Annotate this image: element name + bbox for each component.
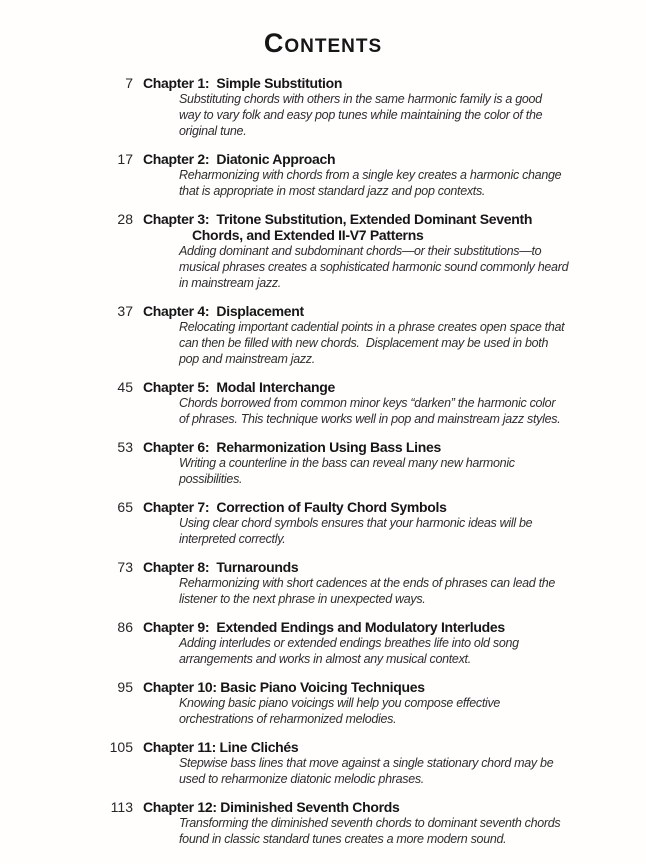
toc-entry-body <box>143 799 560 847</box>
chapter-description-line: original tune. <box>179 124 247 138</box>
chapter-description-line: orchestrations of reharmonized melodies. <box>179 712 397 726</box>
toc-entry-chapter-8 <box>85 559 646 607</box>
toc-entry-chapter-7 <box>85 499 646 547</box>
chapter-description-line: musical phrases creates a sophisticated harmonic sound commonly heard <box>179 260 569 274</box>
chapter-description <box>179 515 532 547</box>
chapter-title: Chapter 7: Correction of Faulty Chord Symbols <box>143 499 447 515</box>
chapter-title: Chapter 9: Extended Endings and Modulatory Interludes <box>143 619 505 635</box>
chapter-description <box>179 755 553 787</box>
chapter-page-number: 53 <box>117 439 133 455</box>
chapter-page-number: 73 <box>117 559 133 575</box>
chapter-description-line: Transforming the diminished seventh chords to dominant seventh chords <box>179 816 561 830</box>
chapter-description-line: that is appropriate in most standard jazz and pop contexts. <box>179 184 486 198</box>
chapter-description-line: Writing a counterline in the bass can reveal many new harmonic <box>179 456 515 470</box>
toc-entry-chapter-11 <box>85 739 646 787</box>
toc-entry-body <box>143 679 500 727</box>
chapter-description <box>179 395 560 427</box>
toc-entry-chapter-9 <box>85 619 646 667</box>
toc-entry-chapter-6 <box>85 439 646 487</box>
chapter-description-line: Adding dominant and subdominant chords—or their substitutions—to <box>179 244 542 258</box>
chapter-description-line: found in classic standard tunes creates a more modern sound. <box>179 832 507 846</box>
chapter-description <box>179 695 500 727</box>
chapter-description-line: arrangements and works in almost any musical context. <box>179 652 471 666</box>
chapter-page-number: 28 <box>117 211 133 227</box>
toc-entry-body <box>143 151 561 199</box>
chapter-title: Chapter 4: Displacement <box>143 303 304 319</box>
chapter-description-line: Substituting chords with others in the same harmonic family is a good <box>179 92 542 106</box>
chapter-description <box>179 243 568 291</box>
chapter-page-number: 7 <box>125 75 133 91</box>
toc-entry-chapter-5 <box>85 379 646 427</box>
chapter-page-number: 37 <box>117 303 133 319</box>
toc-entry-body <box>143 75 542 139</box>
toc-entry-body <box>143 379 560 427</box>
toc-entry-chapter-2 <box>85 151 646 199</box>
chapter-description-line: Knowing basic piano voicings will help you compose effective <box>179 696 501 710</box>
chapter-page-number: 86 <box>117 619 133 635</box>
chapter-title: Chapter 1: Simple Substitution <box>143 75 343 91</box>
chapter-title-line-1: Chapter 3: Tritone Substitution, Extended Dominant Seventh <box>143 211 533 227</box>
chapter-title: Chapter 11: Line Clichés <box>143 739 299 755</box>
chapter-description-line: can then be filled with new chords. Displacement may be used in both <box>179 336 549 350</box>
toc-entry-body <box>143 303 564 367</box>
chapter-description-line: Adding interludes or extended endings breathes life into old song <box>179 636 519 650</box>
toc-entry-chapter-4 <box>85 303 646 367</box>
toc-entry-chapter-12 <box>85 799 646 847</box>
chapter-description-line: Chords borrowed from common minor keys “darken” the harmonic color <box>179 396 556 410</box>
chapter-description-line: of phrases. This technique works well in pop and mainstream jazz styles. <box>179 412 561 426</box>
chapter-title: Chapter 10: Basic Piano Voicing Techniques <box>143 679 425 695</box>
chapter-description-line: used to reharmonize diatonic melodic phrases. <box>179 772 424 786</box>
chapter-description-line: in mainstream jazz. <box>179 276 281 290</box>
chapter-title: Chapter 5: Modal Interchange <box>143 379 335 395</box>
toc-entry-chapter-1 <box>85 75 646 139</box>
toc-entry-body <box>143 739 553 787</box>
chapter-description-line: pop and mainstream jazz. <box>179 352 315 366</box>
chapter-title: Chapter 8: Turnarounds <box>143 559 299 575</box>
chapter-page-number: 105 <box>109 739 133 755</box>
chapter-description <box>179 319 564 367</box>
chapter-page-number: 17 <box>117 151 133 167</box>
table-of-contents <box>0 75 646 847</box>
chapter-title: Chapter 6: Reharmonization Using Bass Lines <box>143 439 441 455</box>
toc-entry-body <box>143 439 515 487</box>
chapter-page-number: 65 <box>117 499 133 515</box>
chapter-description-line: possibilities. <box>179 472 243 486</box>
chapter-description-line: Reharmonizing with chords from a single key creates a harmonic change <box>179 168 562 182</box>
toc-entry-chapter-3 <box>85 211 646 291</box>
chapter-title-line-2: Chords, and Extended II-V7 Patterns <box>192 227 424 243</box>
chapter-description <box>179 815 560 847</box>
chapter-description-line: Relocating important cadential points in a phrase creates open space that <box>179 320 565 334</box>
chapter-title: Chapter 2: Diatonic Approach <box>143 151 336 167</box>
chapter-description-line: Reharmonizing with short cadences at the ends of phrases can lead the <box>179 576 556 590</box>
chapter-description <box>179 455 515 487</box>
chapter-page-number: 95 <box>117 679 133 695</box>
chapter-description <box>179 575 555 607</box>
chapter-description-line: Stepwise bass lines that move against a single stationary chord may be <box>179 756 554 770</box>
toc-entry-body <box>143 559 555 607</box>
page-title: Contents <box>263 28 383 58</box>
toc-entry-body <box>143 499 532 547</box>
toc-entry-chapter-10 <box>85 679 646 727</box>
toc-entry-body <box>143 211 568 291</box>
chapter-page-number: 45 <box>117 379 133 395</box>
chapter-description-line: listener to the next phrase in unexpected ways. <box>179 592 426 606</box>
chapter-description-line: way to vary folk and easy pop tunes while maintaining the color of the <box>179 108 543 122</box>
chapter-description-line: interpreted correctly. <box>179 532 286 546</box>
chapter-description <box>179 167 561 199</box>
chapter-description <box>179 91 542 139</box>
chapter-page-number: 113 <box>110 799 133 815</box>
chapter-description <box>179 635 519 667</box>
chapter-title: Chapter 12: Diminished Seventh Chords <box>143 799 400 815</box>
chapter-description-line: Using clear chord symbols ensures that your harmonic ideas will be <box>179 516 533 530</box>
toc-entry-body <box>143 619 519 667</box>
